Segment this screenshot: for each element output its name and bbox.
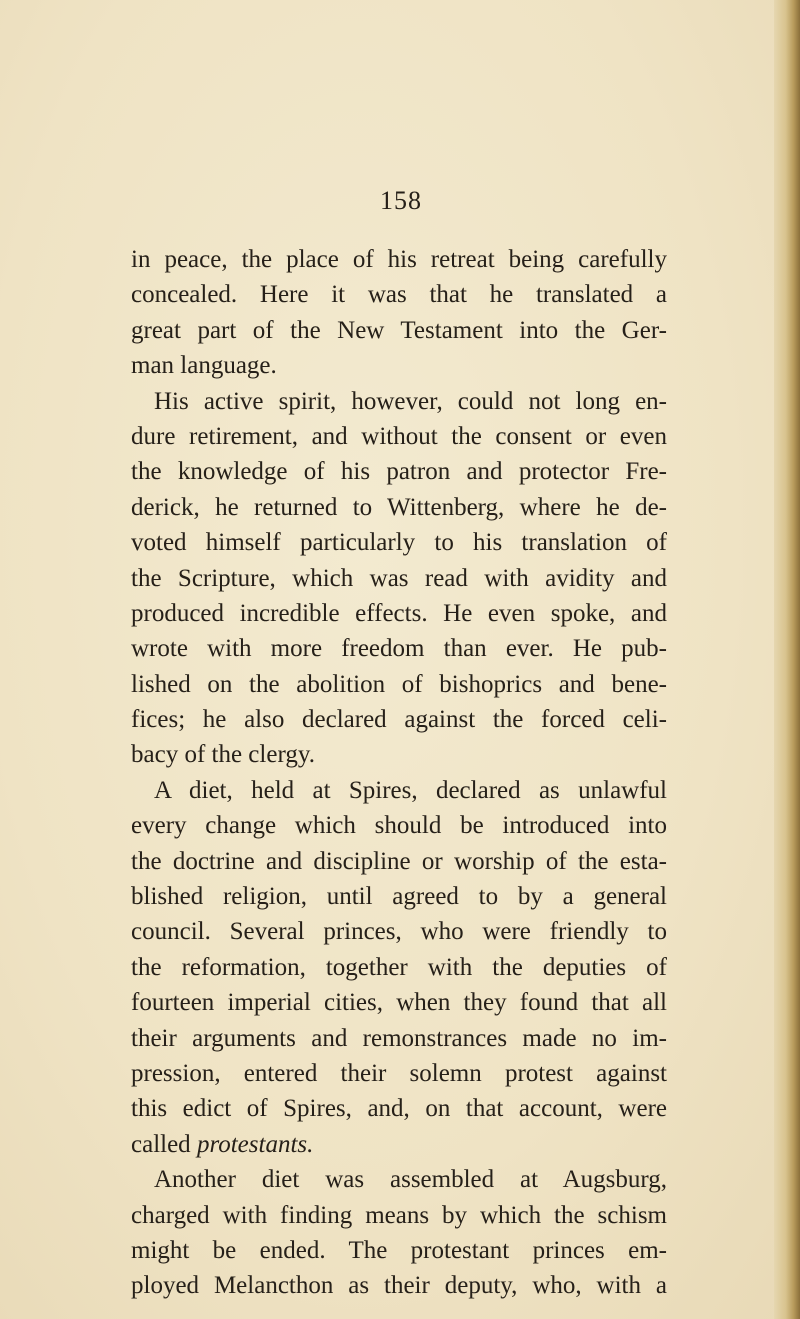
text-line: the Scripture, which was read with avidity and [131, 564, 667, 592]
text-line: the reformation, together with the deputies of [131, 953, 667, 981]
text-line: charged with finding means by which the schism [131, 1201, 667, 1229]
text-line: derick, he returned to Wittenberg, where he de- [131, 493, 667, 521]
text-line: concealed. Here it was that he translated a [131, 281, 667, 309]
body-text [131, 242, 667, 1304]
text-line: great part of the New Testament into the Ger- [131, 316, 667, 344]
text-line: council. Several princes, who were friendly to [131, 918, 667, 946]
text-line: pression, entered their solemn protest against [131, 1059, 667, 1087]
text-line: lished on the abolition of bishoprics and bene- [131, 670, 667, 698]
text-line: wrote with more freedom than ever. He pub- [131, 635, 667, 663]
text-line: man language. [131, 352, 277, 380]
text-line: ployed Melancthon as their deputy, who, with a [131, 1272, 667, 1300]
text-line: bacy of the clergy. [131, 741, 315, 769]
page-number: 158 [380, 186, 422, 215]
text-line: the knowledge of his patron and protector Fre- [131, 458, 667, 486]
text-line: the doctrine and discipline or worship of the esta- [131, 847, 667, 875]
text-segment: called [131, 1130, 191, 1158]
text-line: Another diet was assembled at Augsburg, [154, 1166, 667, 1194]
text-line: produced incredible effects. He even spoke, and [131, 599, 667, 627]
text-line: fices; he also declared against the forced celi- [131, 706, 667, 734]
italic-term: protestants. [196, 1130, 314, 1158]
text-line: this edict of Spires, and, on that account, were [131, 1095, 667, 1123]
text-line [131, 1127, 667, 1162]
text-line: fourteen imperial cities, when they found that all [131, 989, 667, 1017]
text-line: His active spirit, however, could not long en- [154, 387, 667, 415]
text-line: in peace, the place of his retreat being carefully [131, 246, 667, 273]
page-edge [774, 0, 800, 1319]
text-line: blished religion, until agreed to by a general [131, 883, 667, 911]
text-line: A diet, held at Spires, declared as unlawful [154, 776, 667, 804]
text-line: might be ended. The protestant princes em- [131, 1236, 667, 1264]
text-line: dure retirement, and without the consent or even [131, 422, 667, 450]
text-line: their arguments and remonstrances made no im- [131, 1024, 667, 1052]
text-line: every change which should be introduced into [131, 812, 667, 840]
text-line: voted himself particularly to his translation of [131, 529, 667, 557]
